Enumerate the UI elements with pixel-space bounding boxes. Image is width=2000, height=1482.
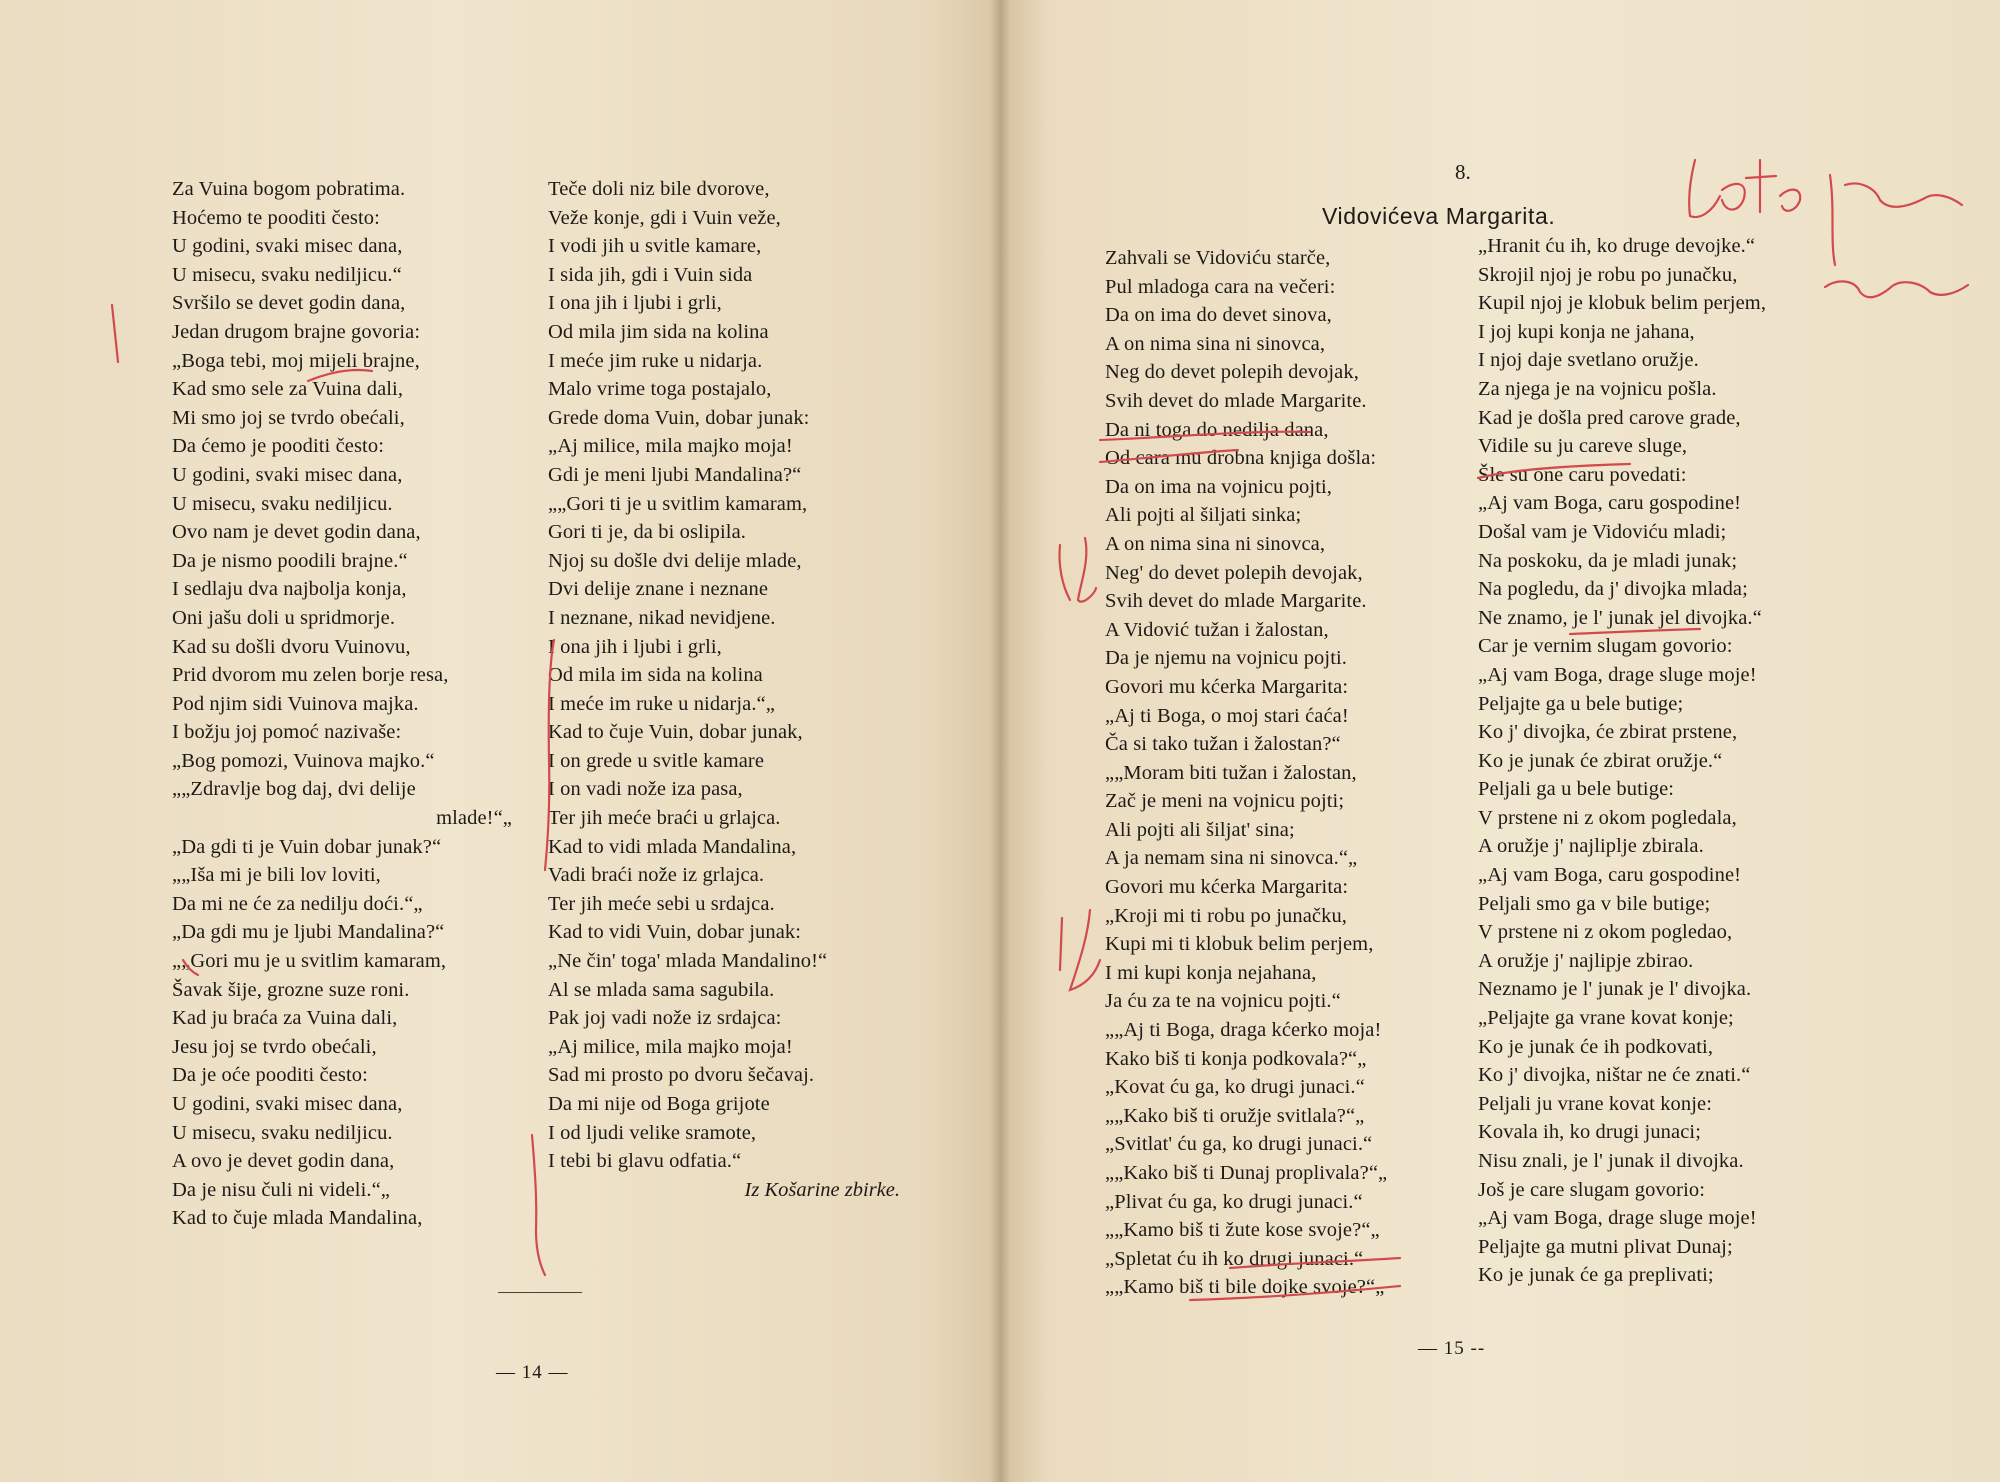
verse-line: A ovo je devet godin dana,: [172, 1150, 395, 1173]
verse-line: Neg do devet polepih devojak,: [1105, 361, 1359, 384]
verse-line: „Svitlat' ću ga, ko drugi junaci.“: [1105, 1133, 1373, 1156]
left-column-2: [548, 175, 908, 1204]
verse-line: Svih devet do mlade Margarite.: [1105, 590, 1367, 613]
verse-line: Kad to vidi Vuin, dobar junak:: [548, 921, 802, 944]
verse-line: Kad to čuje Vuin, dobar junak,: [548, 721, 803, 744]
verse-line: Da mi ne će za nedilju doći.“„: [172, 892, 423, 915]
verse-line: Dvi delije znane i neznane: [548, 578, 769, 601]
verse-line: Ko je junak će ga preplivati;: [1478, 1264, 1714, 1287]
verse-line: Nisu znali, je l' junak il divojka.: [1478, 1150, 1744, 1172]
verse-line: Njoj su došle dvi delije mlade,: [548, 549, 802, 572]
verse-line: Ča si tako tužan i žalostan?“: [1105, 733, 1341, 756]
verse-line: I on vadi nože iza pasa,: [548, 778, 743, 801]
verse-line: Veže konje, gdi i Vuin veže,: [548, 206, 781, 229]
verse-line: Vadi braći nože iz grlajca.: [548, 864, 765, 887]
verse-line: „Hranit ću ih, ko druge devojke.“: [1478, 235, 1756, 257]
verse-line: Kad to vidi mlada Mandalina,: [548, 835, 797, 858]
verse-line: Zač je meni na vojnicu pojti;: [1105, 790, 1345, 813]
verse-line: Za Vuina bogom pobratima.: [172, 178, 406, 200]
verse-line: I meće jim ruke u nidarja.: [548, 349, 763, 372]
verse-line: Grede doma Vuin, dobar junak:: [548, 406, 810, 429]
verse-line: Svršilo se devet godin dana,: [172, 292, 406, 315]
verse-line: Na pogledu, da j' divojka mlada;: [1478, 578, 1748, 601]
verse-line: Govori mu kćerka Margarita:: [1105, 876, 1349, 899]
verse-line: Ter jih meće sebi u srdajca.: [548, 892, 775, 915]
verse-line: Neznamo je l' junak je l' divojka.: [1478, 978, 1752, 1001]
verse-line: Na poskoku, da je mladi junak;: [1478, 549, 1738, 572]
verse-line: Jedan drugom brajne govoria:: [172, 320, 421, 343]
verse-line: Gdi je meni ljubi Mandalina?“: [548, 463, 802, 486]
verse-line: Al se mlada sama sagubila.: [548, 978, 775, 1001]
verse-line: „„Gori ti je u svitlim kamaram,: [548, 492, 808, 515]
verse-line: „Spletat ću ih ko drugi junaci.“: [1105, 1247, 1364, 1270]
verse-line: I tebi bi glavu odfatia.“: [548, 1150, 742, 1173]
verse-line: Malo vrime toga postajalo,: [548, 378, 772, 401]
verse-line: Da je nismo poodili brajne.“: [172, 549, 408, 572]
verse-line: Pak joj vadi nože iz srdajca:: [548, 1007, 782, 1030]
verse-line: U godini, svaki misec dana,: [172, 1093, 403, 1115]
verse-line: Kad ju braća za Vuina dali,: [172, 1007, 398, 1030]
verse-line: U misecu, svaku nediljicu.: [172, 492, 393, 515]
verse-line: I vodi jih u svitle kamare,: [548, 235, 762, 258]
poem-title: Vidovićeva Margarita.: [1322, 203, 1556, 229]
end-divider: [498, 1292, 582, 1293]
verse-line: Jesu joj se tvrdo obećali,: [172, 1035, 377, 1058]
verse-line: Od mila jim sida na kolina: [548, 320, 769, 343]
verse-line: Kad to čuje mlada Mandalina,: [172, 1207, 423, 1230]
verse-line: Sad mi prosto po dvoru šečavaj.: [548, 1064, 815, 1087]
verse-line: Od mila im sida na kolina: [548, 664, 763, 687]
verse-line: „Da gdi ti je Vuin dobar junak?“: [172, 835, 442, 858]
verse-line: A ja nemam sina ni sinovca.“„: [1105, 847, 1358, 870]
verse-line: I ona jih i ljubi i grli,: [548, 292, 722, 315]
verse-line: Još je care slugam govorio:: [1478, 1178, 1706, 1201]
verse-line: Da ni toga do nedilja dana,: [1105, 418, 1329, 441]
verse-line: A on nima sina ni sinovca,: [1105, 332, 1326, 355]
verse-line: Ko je junak će zbirat oružje.“: [1478, 749, 1723, 772]
verse-line: Peljali ga u bele butige:: [1478, 778, 1675, 801]
verse-line: U misecu, svaku nediljicu.“: [172, 263, 402, 286]
verse-line: I meće im ruke u nidarja.“„: [548, 692, 775, 715]
verse-line: Prid dvorom mu zelen borje resa,: [172, 664, 449, 687]
verse-line: U godini, svaki misec dana,: [172, 463, 403, 486]
verse-line: Ter jih meće braći u grlajca.: [548, 807, 781, 830]
verse-line: Ne znamo, je l' junak jel divojka.“: [1478, 606, 1762, 629]
verse-line: Da ćemo je pooditi često:: [172, 435, 384, 458]
verse-line: Pod njim sidi Vuinova majka.: [172, 692, 419, 715]
right-page-number: — 15 --: [1418, 1338, 1486, 1359]
verse-line: Da mi nije od Boga grijote: [548, 1093, 770, 1115]
verse-line: Za njega je na vojnicu pošla.: [1478, 377, 1717, 400]
verse-line: „„Moram biti tužan i žalostan,: [1105, 761, 1357, 784]
verse-line: „„Iša mi je bili lov loviti,: [172, 864, 381, 887]
verse-line: A oružje j' najlipje zbirao.: [1478, 949, 1694, 972]
right-column-1: [1105, 244, 1465, 1302]
book-gutter: [990, 0, 1010, 1482]
verse-line: Mi smo joj se tvrdo obećali,: [172, 406, 405, 429]
verse-line: I ona jih i ljubi i grli,: [548, 635, 722, 658]
verse-line: Ko je junak će ih podkovati,: [1478, 1035, 1714, 1058]
verse-line: Da je nisu čuli ni videli.“„: [172, 1178, 390, 1201]
verse-line: Kad je došla pred carove grade,: [1478, 406, 1741, 429]
verse-line: Ja ću za te na vojnicu pojti.“: [1105, 990, 1341, 1013]
verse-line: Kupi mi ti klobuk belim perjem,: [1105, 933, 1374, 956]
verse-line: Ali pojti al šiljati sinka;: [1105, 504, 1302, 527]
verse-line: Kupil njoj je klobuk belim perjem,: [1478, 292, 1767, 315]
verse-line: Zahvali se Vidoviću starče,: [1105, 247, 1331, 269]
verse-line: Car je vernim slugam govorio:: [1478, 635, 1733, 658]
verse-line: Došal vam je Vidoviću mladi;: [1478, 520, 1727, 543]
verse-line: I božju joj pomoć nazivaše:: [172, 721, 402, 744]
verse-line: „Aj vam Boga, drage sluge moje!: [1478, 663, 1757, 686]
verse-line: I od ljudi velike sramote,: [548, 1121, 757, 1144]
verse-line: Oni jašu doli u spridmorje.: [172, 606, 396, 629]
verse-line: Ovo nam je devet godin dana,: [172, 521, 421, 544]
verse-line: „Aj vam Boga, caru gospodine!: [1478, 492, 1742, 515]
verse-line: Govori mu kćerka Margarita:: [1105, 675, 1349, 698]
verse-line: Od cara mu drobna knjiga došla:: [1105, 447, 1377, 470]
verse-line: „Kroji mi ti robu po junačku,: [1105, 904, 1348, 927]
verse-line: Hoćemo te pooditi često:: [172, 206, 380, 229]
verse-line: A oružje j' najliplje zbirala.: [1478, 835, 1704, 858]
verse-line: Pul mladoga cara na večeri:: [1105, 275, 1336, 298]
poem-number: 8.: [1455, 160, 1471, 184]
verse-line: „Aj ti Boga, o moj stari ćaća!: [1105, 704, 1349, 727]
verse-line: Šle su one caru povedati:: [1478, 463, 1687, 486]
verse-line: Kako biš ti konja podkovala?“„: [1105, 1047, 1367, 1070]
verse-line: „Da gdi mu je ljubi Mandalina?“: [172, 921, 445, 944]
verse-line: „Peljajte ga vrane kovat konje;: [1478, 1007, 1734, 1030]
verse-line: Skrojil njoj je robu po junačku,: [1478, 263, 1738, 286]
verse-line: „Bog pomozi, Vuinova majko.“: [172, 749, 435, 772]
verse-line: „Kovat ću ga, ko drugi junaci.“: [1105, 1076, 1365, 1099]
right-page: [1000, 0, 2000, 1482]
verse-line: A Vidović tužan i žalostan,: [1105, 618, 1329, 641]
verse-line: Gori ti je, da bi oslipila.: [548, 521, 746, 544]
verse-line: Kad su došli dvoru Vuinovu,: [172, 635, 411, 658]
verse-line: Kad smo sele za Vuina dali,: [172, 378, 404, 401]
verse-line: I sedlaju dva najbolja konja,: [172, 578, 407, 601]
verse-line: Peljali ju vrane kovat konje:: [1478, 1092, 1713, 1115]
verse-line: I neznane, nikad nevidjene.: [548, 606, 776, 629]
verse-line: I mi kupi konja nejahana,: [1105, 961, 1317, 984]
verse-line: „Aj vam Boga, caru gospodine!: [1478, 864, 1742, 887]
right-column-2: [1478, 232, 1838, 1290]
verse-line: U misecu, svaku nediljicu.: [172, 1121, 393, 1144]
verse-line: Vidile su ju careve sluge,: [1478, 435, 1688, 458]
verse-line: Peljajte ga mutni plivat Dunaj;: [1478, 1235, 1733, 1258]
verse-line: I joj kupi konja ne jahana,: [1478, 320, 1695, 343]
verse-line: Da on ima do devet sinova,: [1105, 304, 1332, 327]
verse-line: „„Kako biš ti oružje svitlala?“„: [1105, 1104, 1365, 1127]
verse-line: I on grede u svitle kamare: [548, 749, 765, 772]
verse-line: „„Kamo biš ti bile dojke svoje?“„: [1105, 1276, 1385, 1299]
verse-line: „„Aj ti Boga, draga kćerko moja!: [1105, 1019, 1382, 1042]
verse-line: „Plivat ću ga, ko drugi junaci.“: [1105, 1190, 1363, 1213]
verse-line: „Ne čin' toga' mlada Mandalino!“: [548, 950, 828, 973]
verse-line: „„Gori mu je u svitlim kamaram,: [172, 950, 447, 973]
verse-line: „Aj milice, mila majko moja!: [548, 1035, 793, 1058]
verse-line: V prstene ni z okom pogledao,: [1478, 921, 1733, 944]
verse-line: mlade!“„: [436, 807, 512, 830]
verse-line: „„Kamo biš ti žute kose svoje?“„: [1105, 1219, 1380, 1242]
verse-line: Kovala ih, ko drugi junaci;: [1478, 1121, 1702, 1144]
left-column-1: [172, 175, 512, 1233]
verse-line: Da on ima na vojnicu pojti,: [1105, 475, 1333, 498]
verse-line: „Aj milice, mila majko moja!: [548, 435, 793, 458]
verse-line: „„Kako biš ti Dunaj proplivala?“„: [1105, 1162, 1388, 1184]
left-page-number: — 14 —: [496, 1362, 569, 1383]
verse-line: Teče doli niz bile dvorove,: [548, 178, 770, 200]
verse-line: „Aj vam Boga, drage sluge moje!: [1478, 1207, 1757, 1230]
source-attribution: Iz Košarine zbirke.: [744, 1178, 900, 1201]
verse-line: „Boga tebi, moj mijeli brajne,: [172, 349, 420, 372]
verse-line: I sida jih, gdi i Vuin sida: [548, 263, 753, 286]
verse-line: „„Zdravlje bog daj, dvi delije: [172, 778, 416, 801]
verse-line: Šavak šije, grozne suze roni.: [172, 978, 410, 1001]
verse-line: Svih devet do mlade Margarite.: [1105, 389, 1367, 412]
verse-line: Peljali smo ga v bile butige;: [1478, 892, 1711, 915]
verse-line: Peljajte ga u bele butige;: [1478, 692, 1684, 715]
verse-line: Ko j' divojka, ništar ne će znati.“: [1478, 1064, 1751, 1087]
verse-line: Da je njemu na vojnicu pojti.: [1105, 647, 1348, 670]
verse-line: Da je oće pooditi često:: [172, 1064, 368, 1087]
verse-line: Neg' do devet polepih devojak,: [1105, 561, 1363, 584]
verse-line: A on nima sina ni sinovca,: [1105, 532, 1326, 555]
verse-line: Ali pojti ali šiljat' sina;: [1105, 818, 1295, 841]
verse-line: U godini, svaki misec dana,: [172, 235, 403, 258]
verse-line: Ko j' divojka, će zbirat prstene,: [1478, 721, 1738, 744]
verse-line: V prstene ni z okom pogledala,: [1478, 806, 1737, 829]
verse-line: I njoj daje svetlano oružje.: [1478, 349, 1699, 372]
